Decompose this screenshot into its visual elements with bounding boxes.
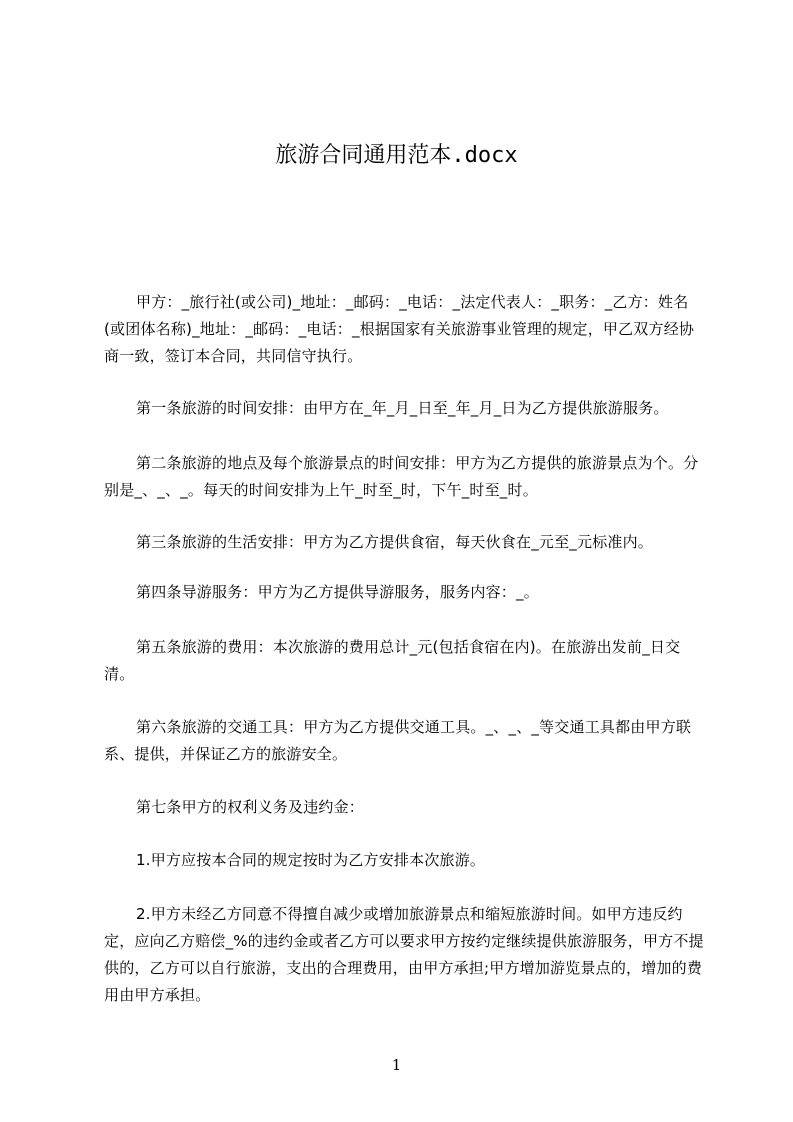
paragraph-parties (104, 289, 704, 370)
paragraph-text: 第一条旅游的时间安排：由甲方在_年_月_日至_年_月_日为乙方提供旅游服务。 (136, 399, 669, 417)
paragraph-text: 第七条甲方的权利义务及违约金： (136, 798, 365, 816)
paragraph-clause-1 (104, 847, 704, 874)
paragraph-clause-2 (104, 901, 704, 1009)
paragraph-article-3 (104, 529, 704, 556)
paragraph-article-2 (104, 450, 704, 504)
paragraph-article-5 (104, 634, 704, 688)
paragraph-text: 第三条旅游的生活安排：甲方为乙方提供食宿，每天伙食在_元至_元标准内。 (136, 533, 654, 551)
paragraph-article-1 (104, 395, 704, 422)
paragraph-text: 甲方：_旅行社(或公司)_地址：_邮码：_电话：_法定代表人：_职务：_乙方：姓名(或团体名称)_地址：_邮码：_电话：_根据国家有关旅游事业管理的规定，甲乙双方经协商一致，签订本合同，共同信守执行。 (104, 293, 695, 365)
paragraph-article-6 (104, 714, 704, 768)
paragraph-text: 1.甲方应按本合同的规定按时为乙方安排本次旅游。 (136, 851, 486, 869)
paragraph-text: 第六条旅游的交通工具：甲方为乙方提供交通工具。_、_、_等交通工具都由甲方联系、提供，并保证乙方的旅游安全。 (104, 718, 692, 763)
paragraph-text: 第五条旅游的费用：本次旅游的费用总计_元(包括食宿在内)。在旅游出发前_日交清。 (104, 638, 681, 683)
page-number: 1 (391, 1056, 402, 1074)
paragraph-article-7 (104, 794, 704, 821)
document-title: 旅游合同通用范本.docx (275, 143, 518, 168)
paragraph-text: 第二条旅游的地点及每个旅游景点的时间安排：甲方为乙方提供的旅游景点为个。分别是_、_、_。每天的时间安排为上午_时至_时，下午_时至_时。 (104, 454, 699, 499)
paragraph-text: 第四条导游服务：甲方为乙方提供导游服务，服务内容：_。 (136, 583, 539, 601)
paragraph-text: 2.甲方未经乙方同意不得擅自减少或增加旅游景点和缩短旅游时间。如甲方违反约定，应向乙方赔偿_%的违约金或者乙方可以要求甲方按约定继续提供旅游服务，甲方不提供的，乙方可以自行旅游，支出的合理费用，由甲方承担;甲方增加游览景点的，增加的费用由甲方承担。 (104, 905, 704, 1004)
paragraph-article-4 (104, 579, 704, 606)
